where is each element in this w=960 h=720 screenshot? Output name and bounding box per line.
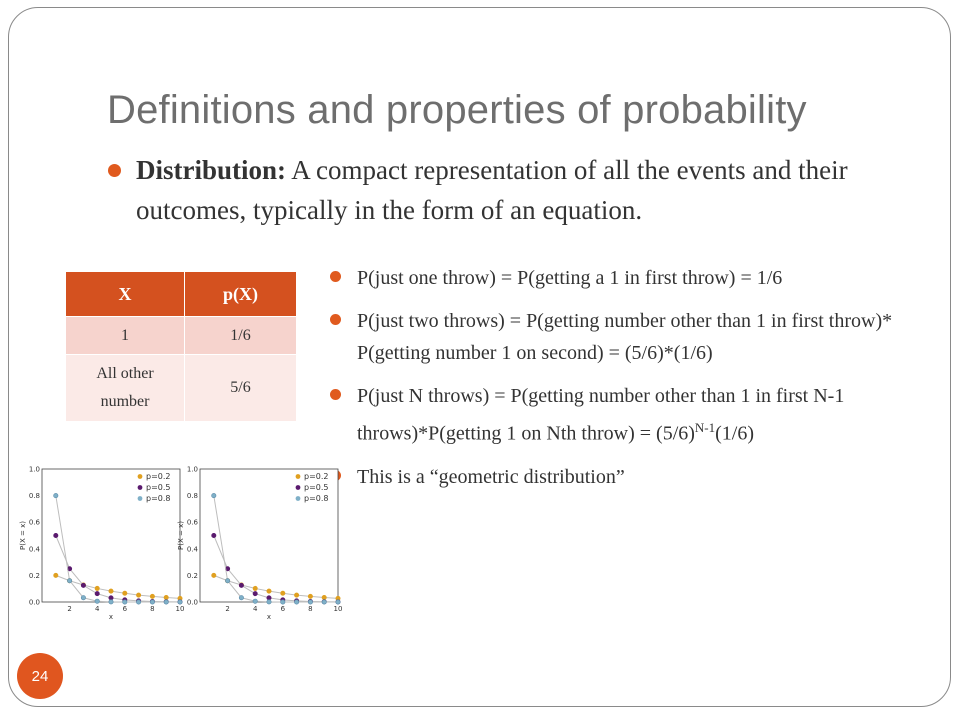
x-tick-label: 8 <box>150 605 155 613</box>
data-point <box>164 595 168 599</box>
data-point <box>281 591 285 595</box>
bullet-icon <box>330 314 341 325</box>
x-tick-label: 4 <box>252 605 258 613</box>
bullet-icon <box>330 271 341 282</box>
data-point <box>308 600 312 604</box>
y-tick-label: 0.4 <box>28 545 40 554</box>
page-number: 24 <box>31 667 49 685</box>
y-tick-label: 0.8 <box>28 492 40 501</box>
table-row <box>66 317 297 355</box>
data-point <box>239 596 243 600</box>
y-tick-label: 0.6 <box>186 518 198 527</box>
right-bullet-list <box>357 262 917 504</box>
y-axis-label: P(X = x) <box>19 521 27 550</box>
x-tick-label: 10 <box>333 605 343 613</box>
legend-label: p=0.2 <box>304 472 329 481</box>
data-point <box>336 600 340 604</box>
bullet-text: This is a “geometric distribution” <box>357 465 625 488</box>
table-cell: 1 <box>66 317 185 355</box>
geometric-plots <box>19 457 343 632</box>
bullet-text-end: (1/6) <box>715 422 755 445</box>
x-tick-label: 4 <box>94 605 100 613</box>
list-item <box>357 461 917 493</box>
y-tick-label: 0.6 <box>28 518 40 527</box>
data-point <box>95 599 99 603</box>
probability-table <box>65 271 297 422</box>
data-point <box>294 593 298 597</box>
main-bullet-term: Distribution: <box>136 155 287 185</box>
data-point <box>95 591 99 595</box>
list-item <box>357 262 917 294</box>
data-point <box>95 586 99 590</box>
y-tick-label: 0.2 <box>186 571 198 580</box>
main-bullet-text: A compact representation of all the events and their outcomes, typically in the form of an equation. <box>136 155 848 225</box>
legend-marker <box>138 474 143 479</box>
list-item <box>357 305 917 369</box>
legend-label: p=0.8 <box>304 494 329 503</box>
x-tick-label: 10 <box>175 605 185 613</box>
legend-marker <box>138 496 143 501</box>
x-tick-label: 6 <box>122 605 128 613</box>
legend-label: p=0.5 <box>304 483 329 492</box>
data-point <box>150 594 154 598</box>
y-tick-label: 0.4 <box>186 545 198 554</box>
legend-label: p=0.2 <box>146 472 171 481</box>
data-point <box>294 600 298 604</box>
x-tick-label: 2 <box>67 605 72 613</box>
data-point <box>212 533 216 537</box>
data-point <box>178 600 182 604</box>
data-point <box>54 533 58 537</box>
legend-marker <box>138 485 143 490</box>
y-tick-label: 0.0 <box>28 598 40 607</box>
x-tick-label: 6 <box>280 605 286 613</box>
y-tick-label: 0.2 <box>28 571 40 580</box>
y-tick-label: 0.8 <box>186 492 198 501</box>
data-point <box>308 594 312 598</box>
y-axis-label: P(X = x) <box>177 521 185 550</box>
legend-marker <box>296 474 301 479</box>
data-point <box>164 600 168 604</box>
data-point <box>212 573 216 577</box>
legend-marker <box>296 485 301 490</box>
data-point <box>123 600 127 604</box>
data-point <box>136 600 140 604</box>
data-point <box>225 579 229 583</box>
data-point <box>109 589 113 593</box>
bullet-text: P(just N throws) = P(getting number other than 1 in first N-1 throws)*P(getting 1 on Nth throw) = (5/6) <box>357 385 845 445</box>
main-bullet <box>136 150 876 230</box>
data-point <box>267 589 271 593</box>
bullet-text: P(just two throws) = P(getting number other than 1 in first throw)* P(getting number 1 on second) = (5/6)*(1/6) <box>357 310 893 364</box>
table-row <box>66 355 297 422</box>
data-point <box>81 583 85 587</box>
x-tick-label: 2 <box>225 605 230 613</box>
data-point <box>267 600 271 604</box>
x-tick-label: 8 <box>308 605 313 613</box>
geometric-plot-left <box>19 466 184 622</box>
bullet-text: P(just one throw) = P(getting a 1 in first throw) = 1/6 <box>357 267 783 289</box>
data-point <box>54 493 58 497</box>
main-bullet-icon <box>108 164 121 177</box>
legend-label: p=0.8 <box>146 494 171 503</box>
data-point <box>81 596 85 600</box>
y-tick-label: 0.0 <box>186 598 198 607</box>
bullet-icon <box>330 389 341 400</box>
data-point <box>109 600 113 604</box>
data-point <box>212 493 216 497</box>
legend-marker <box>296 496 301 501</box>
data-point <box>322 595 326 599</box>
data-point <box>54 573 58 577</box>
y-tick-label: 1.0 <box>28 465 40 474</box>
table-header-x: X <box>66 272 185 317</box>
table-cell: 1/6 <box>185 317 297 355</box>
data-point <box>123 591 127 595</box>
page-number-badge <box>17 653 63 699</box>
data-point <box>67 579 71 583</box>
data-point <box>281 600 285 604</box>
slide-title: Definitions and properties of probability <box>107 88 807 132</box>
data-point <box>253 599 257 603</box>
legend-label: p=0.5 <box>146 483 171 492</box>
table-cell: All other number <box>66 355 185 422</box>
data-point <box>136 593 140 597</box>
table-cell: 5/6 <box>185 355 297 422</box>
data-point <box>253 591 257 595</box>
table-header-px: p(X) <box>185 272 297 317</box>
list-item <box>357 380 917 450</box>
y-tick-label: 1.0 <box>186 465 198 474</box>
x-axis-label: x <box>108 613 114 621</box>
data-point <box>239 583 243 587</box>
exponent: N-1 <box>694 420 716 435</box>
x-axis-label: x <box>266 613 272 621</box>
geometric-plot-right <box>177 466 342 622</box>
data-point <box>150 600 154 604</box>
data-point <box>253 586 257 590</box>
data-point <box>322 600 326 604</box>
